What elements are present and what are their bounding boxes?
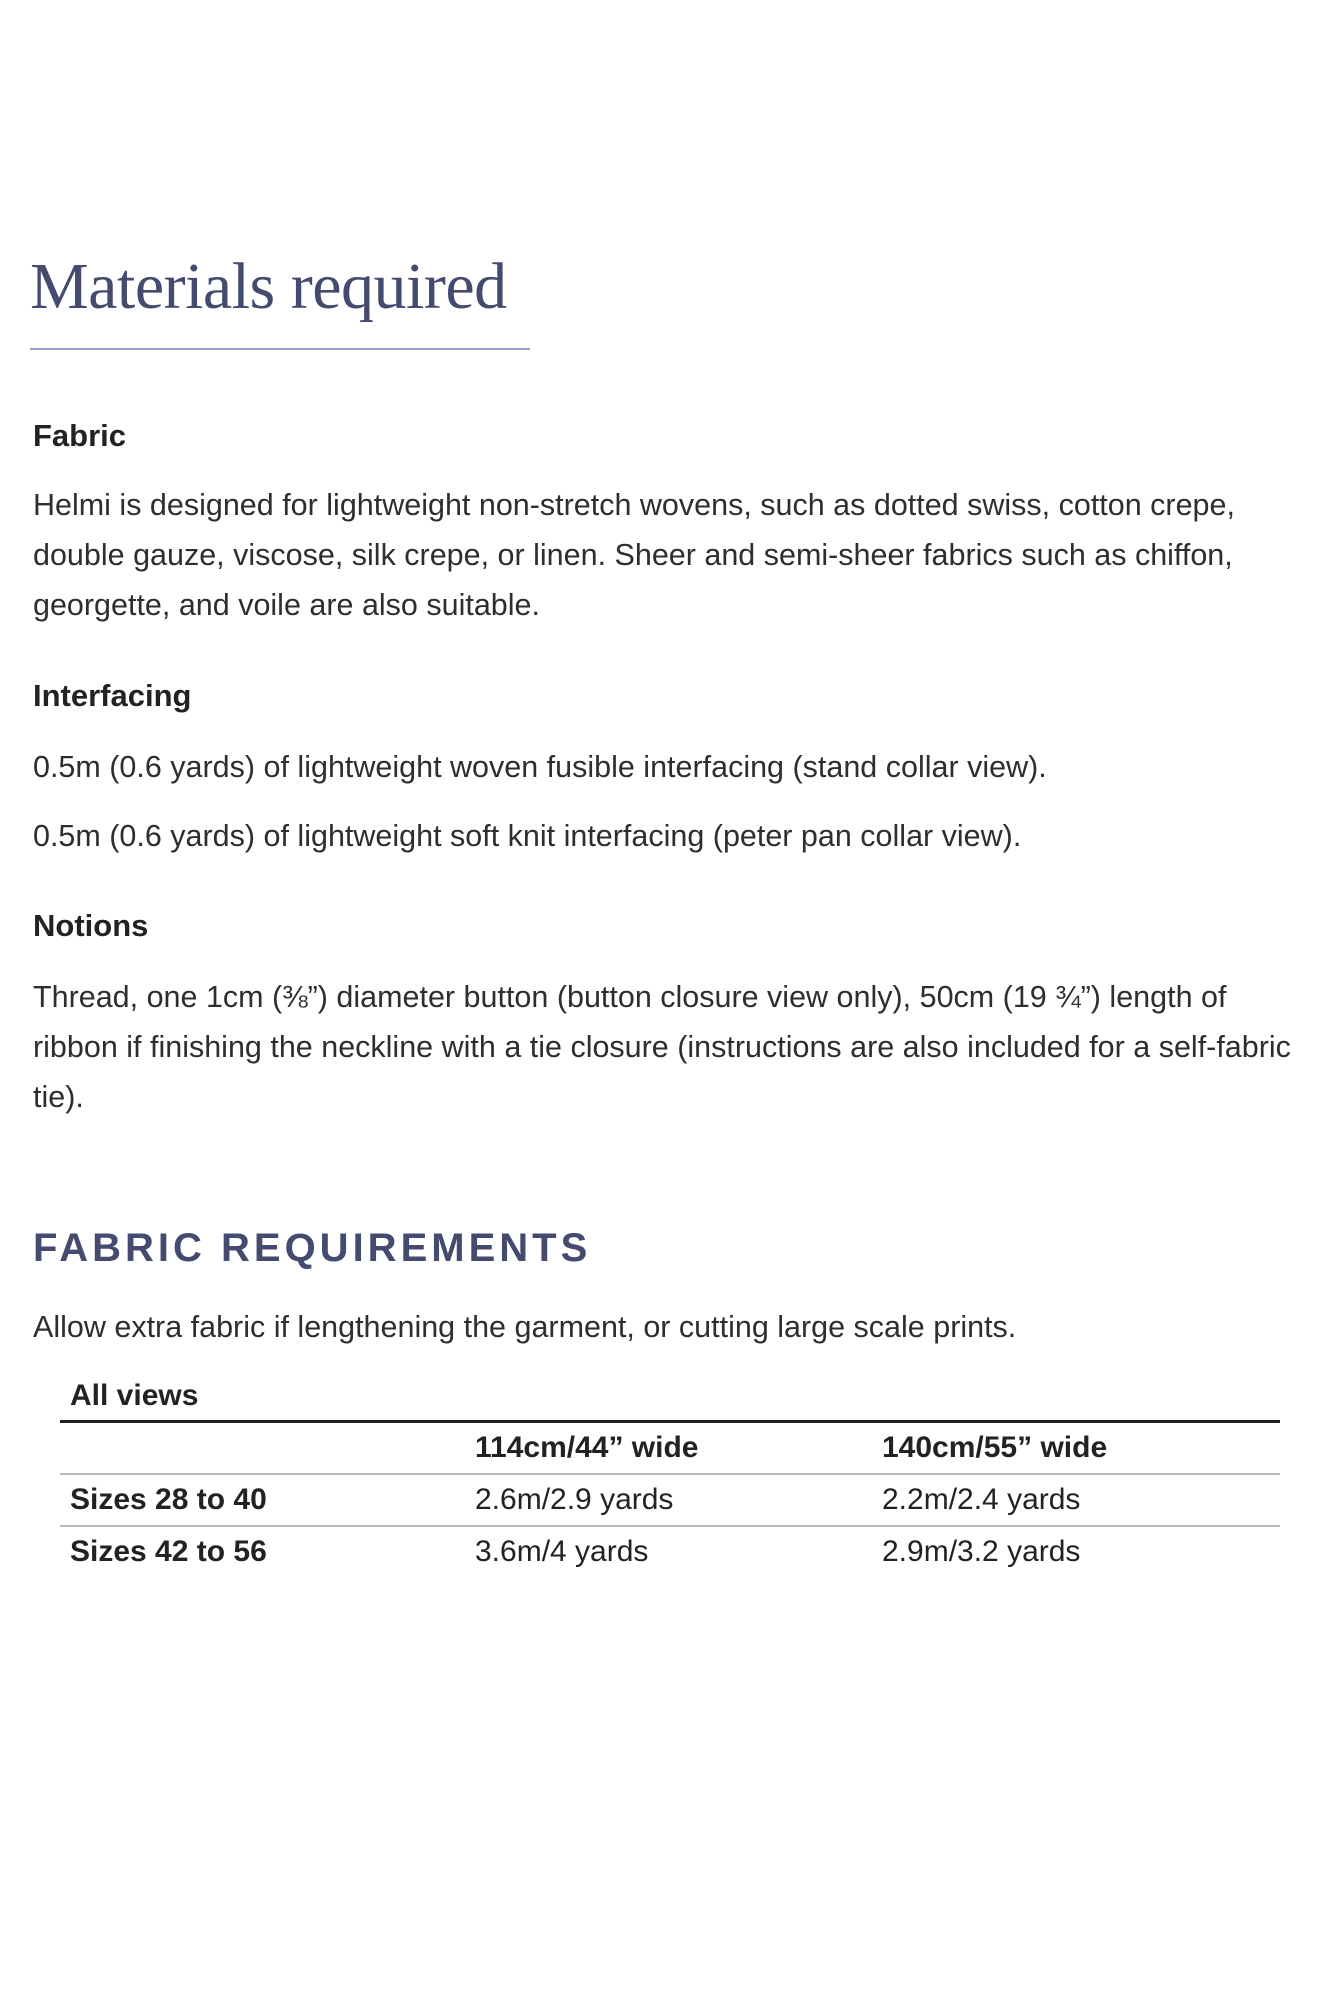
notions-description: Thread, one 1cm (⅜”) diameter button (button closure view only), 50cm (19 ¾”) length of ribbon if finishing the neckline with a tie closure (instructions are also included for a self-fabric tie). xyxy=(33,980,1291,1114)
table-header-cell: 114cm/44” wide xyxy=(475,1431,699,1464)
table-row-label: Sizes 28 to 40 xyxy=(70,1483,267,1516)
interfacing-label: Interfacing xyxy=(33,678,192,713)
page-title: Materials required xyxy=(30,250,507,323)
table-row xyxy=(60,1475,1280,1525)
fabric-requirements-heading: FABRIC REQUIREMENTS xyxy=(33,1226,592,1270)
fabric-label: Fabric xyxy=(33,418,127,453)
table-row-label: Sizes 42 to 56 xyxy=(70,1535,267,1568)
notions-label: Notions xyxy=(33,908,149,943)
table-cell: 3.6m/4 yards xyxy=(475,1535,649,1568)
table-group-label: All views xyxy=(70,1379,199,1412)
table-row xyxy=(60,1527,1280,1577)
table-header-row xyxy=(60,1423,1280,1473)
fabric-requirements-note: Allow extra fabric if lengthening the garment, or cutting large scale prints. xyxy=(33,1310,1017,1344)
table-cell: 2.9m/3.2 yards xyxy=(882,1535,1081,1568)
interfacing-line-1: 0.5m (0.6 yards) of lightweight woven fusible interfacing (stand collar view). xyxy=(33,750,1047,784)
title-underline xyxy=(30,348,530,350)
table-cell: 2.6m/2.9 yards xyxy=(475,1483,674,1516)
table-group-row xyxy=(60,1372,1280,1420)
fabric-description: Helmi is designed for lightweight non-stretch wovens, such as dotted swiss, cotton crepe, double gauze, viscose, silk crepe, or linen. Sheer and semi-sheer fabrics such as chiffon, georgette, and voile are also suitable. xyxy=(33,488,1235,622)
table-header-cell: 140cm/55” wide xyxy=(882,1431,1108,1464)
table-cell: 2.2m/2.4 yards xyxy=(882,1483,1081,1516)
fabric-requirements-table xyxy=(60,1372,1280,1577)
interfacing-line-2: 0.5m (0.6 yards) of lightweight soft knit interfacing (peter pan collar view). xyxy=(33,819,1022,853)
